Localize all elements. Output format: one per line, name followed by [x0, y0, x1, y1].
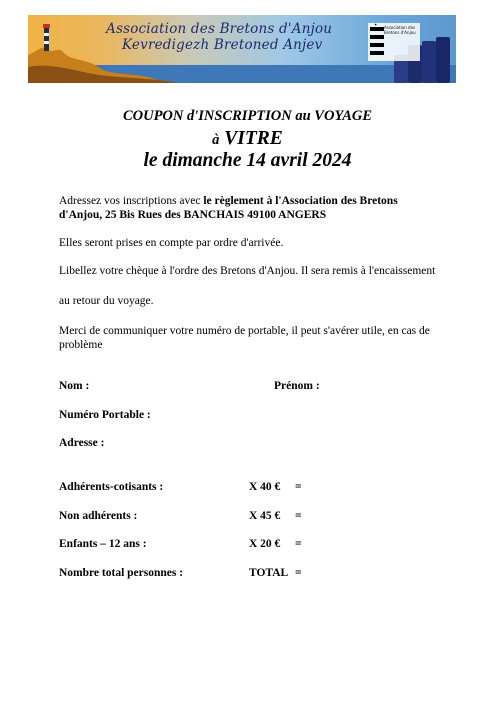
cheque-note: Libellez votre chèque à l'ordre des Bretons d'Anjou. Il sera remis à l'encaissement	[59, 265, 436, 277]
phone-request-note: Merci de communiquer votre numéro de portable, il peut s'avérer utile, en cas de problème	[59, 325, 430, 351]
pricing-label: Adhérents-cotisants :	[59, 481, 164, 493]
coupon-title: COUPON d'INSCRIPTION au VOYAGE	[122, 108, 373, 124]
pricing-equals: =	[295, 481, 302, 493]
adresse-label: Adresse :	[59, 437, 105, 449]
pricing-label: Non adhérents :	[59, 510, 138, 522]
total-equals: =	[295, 567, 302, 579]
instructions-address: le règlement à l'Association des Bretons d'Anjou, 25 Bis Rues des BANCHAIS 49100 ANGERS	[59, 195, 398, 221]
arrival-order-note: Elles seront prises en compte par ordre d'arrivée.	[59, 237, 284, 249]
instructions-paragraph	[59, 194, 439, 222]
nom-label: Nom :	[59, 380, 90, 392]
pricing-price: X 45 €	[249, 510, 281, 522]
banner-title: Association des Bretons d'Anjou	[106, 21, 333, 37]
header-banner	[28, 15, 456, 83]
banner-subtitle: Kevredigezh Bretoned Anjev	[122, 37, 323, 53]
destination-place: VITRE	[224, 128, 283, 149]
destination-line	[0, 128, 495, 150]
pricing-equals: =	[295, 538, 302, 550]
total-price: TOTAL	[249, 567, 289, 579]
cheque-note-cont: au retour du voyage.	[59, 295, 154, 307]
logo-caption: Association des Bretons d'Anjou	[384, 25, 416, 35]
destination-prefix: à	[212, 132, 220, 148]
pricing-price: X 20 €	[249, 538, 281, 550]
svg-text:✦: ✦	[374, 23, 378, 27]
prenom-label: Prénom :	[274, 380, 320, 392]
pricing-price: X 40 €	[249, 481, 281, 493]
pricing-label: Enfants – 12 ans :	[59, 538, 147, 550]
portable-label: Numéro Portable :	[59, 409, 151, 421]
total-label: Nombre total personnes :	[59, 567, 184, 579]
instructions-text: Adressez vos inscriptions avec	[59, 195, 204, 207]
pricing-equals: =	[295, 510, 302, 522]
trip-date: le dimanche 14 avril 2024	[143, 150, 352, 171]
